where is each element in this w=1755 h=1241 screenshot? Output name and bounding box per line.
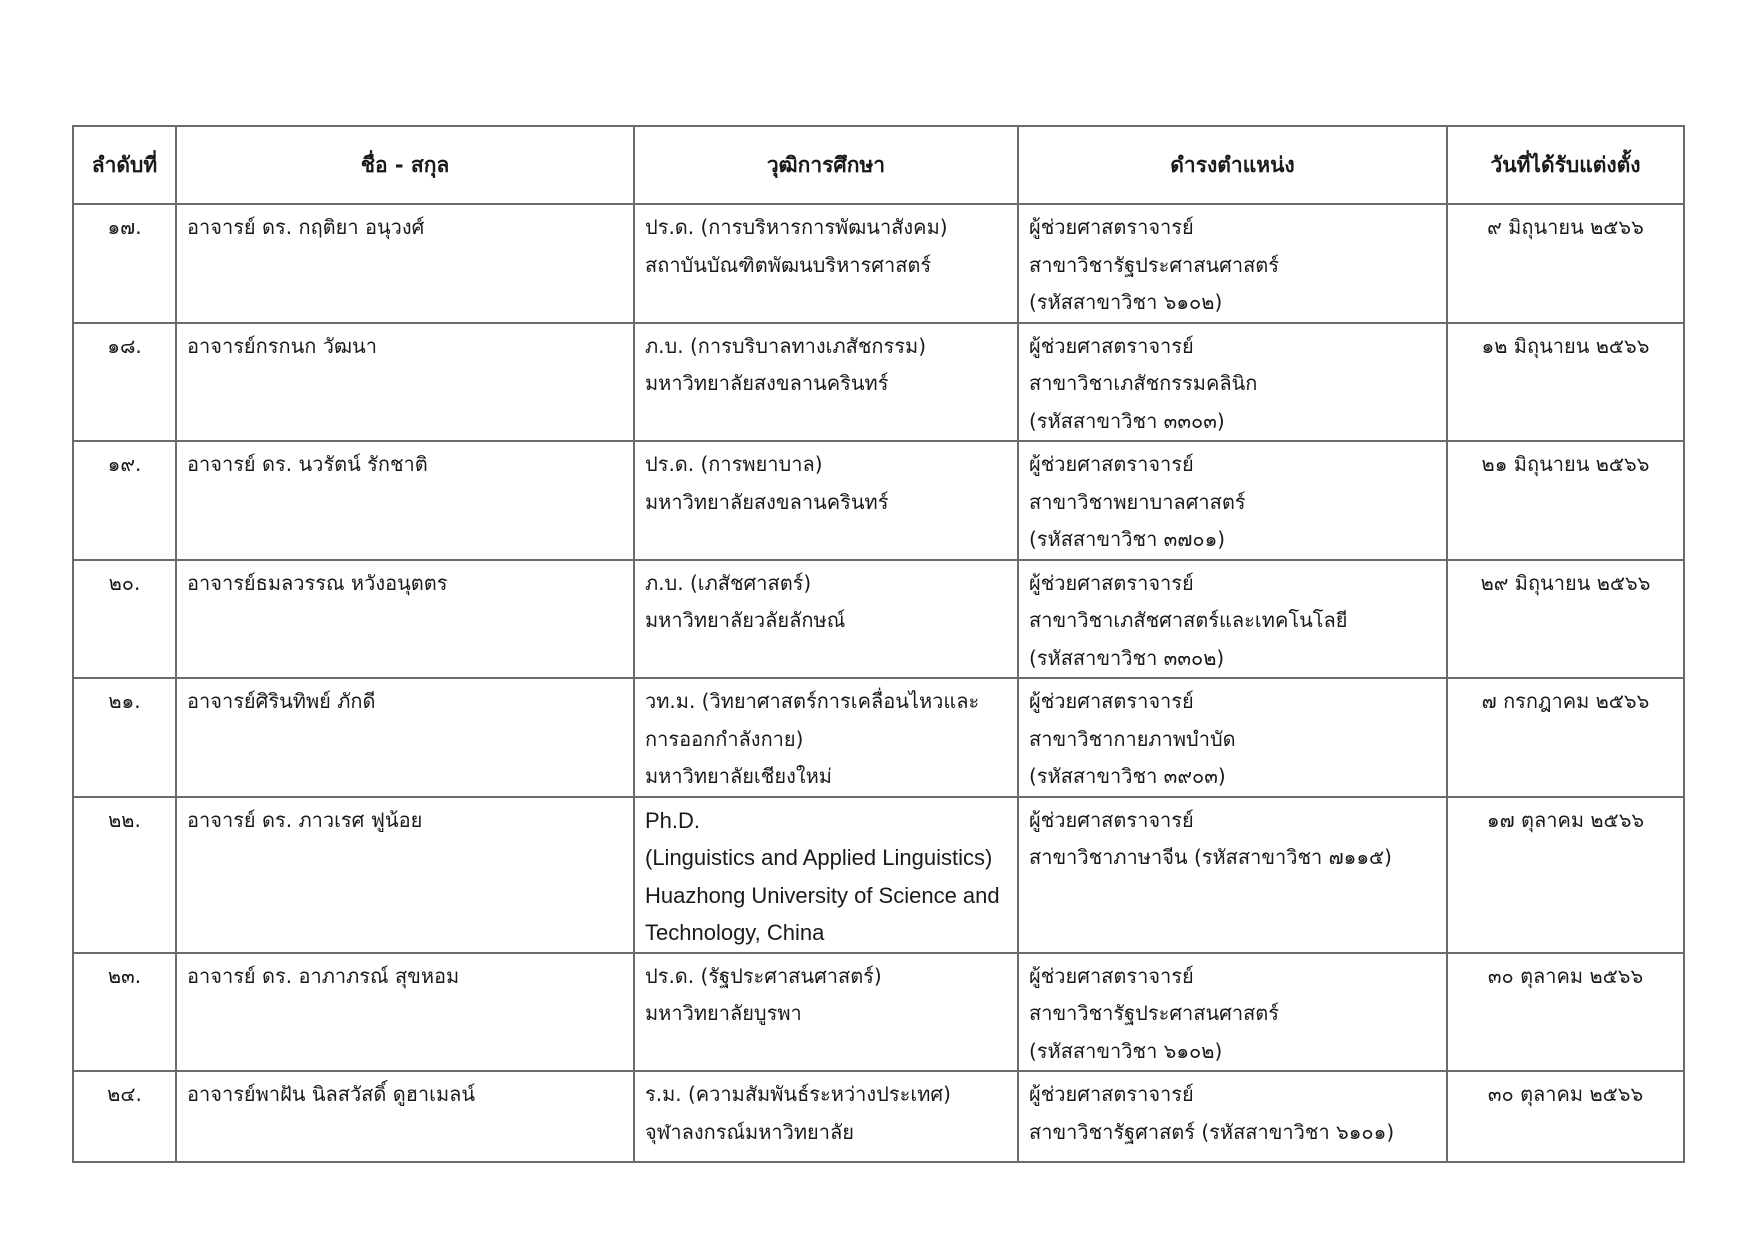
appointment-date: ๗ กรกฎาคม ๒๕๖๖	[1447, 678, 1684, 797]
position-line: (รหัสสาขาวิชา ๓๓๐๓)	[1029, 408, 1225, 433]
appointment-date: ๙ มิถุนายน ๒๕๖๖	[1447, 204, 1684, 323]
position-cell	[1018, 678, 1447, 797]
education-cell	[634, 323, 1018, 442]
person-name: อาจารย์ธมลวรรณ หวังอนุตตร	[176, 560, 634, 679]
position-line: สาขาวิชารัฐประศาสนศาสตร์	[1029, 1001, 1279, 1025]
row-number: ๒๓.	[73, 953, 176, 1072]
appointment-date: ๓๐ ตุลาคม ๒๕๖๖	[1447, 1071, 1684, 1162]
position-cell	[1018, 323, 1447, 442]
education-cell	[634, 204, 1018, 323]
position-cell	[1018, 441, 1447, 560]
position-line: สาขาวิชากายภาพบำบัด	[1029, 726, 1236, 751]
education-cell	[634, 797, 1018, 953]
appointment-date: ๓๐ ตุลาคม ๒๕๖๖	[1447, 953, 1684, 1072]
person-name: อาจารย์ ดร. นวรัตน์ รักชาติ	[176, 441, 634, 560]
table-row	[73, 323, 1684, 442]
appointment-date: ๑๗ ตุลาคม ๒๕๖๖	[1447, 797, 1684, 953]
header-position: ดำรงตำแหน่ง	[1018, 126, 1447, 204]
table-row	[73, 797, 1684, 953]
education-line: ภ.บ. (เภสัชศาสตร์)	[645, 570, 812, 595]
person-name: อาจารย์ศิรินทิพย์ ภักดี	[176, 678, 634, 797]
education-line: ปร.ด. (การพยาบาล)	[645, 452, 823, 476]
table-row	[73, 678, 1684, 797]
education-line: มหาวิทยาลัยสงขลานครินทร์	[645, 489, 889, 514]
education-line: Technology, China	[645, 920, 825, 945]
appointment-date: ๒๙ มิถุนายน ๒๕๖๖	[1447, 560, 1684, 679]
position-line: (รหัสสาขาวิชา ๓๙๐๓)	[1029, 764, 1226, 788]
position-line: ผู้ช่วยศาสตราจารย์	[1029, 452, 1194, 476]
education-line: จุฬาลงกรณ์มหาวิทยาลัย	[645, 1119, 854, 1144]
education-line: ภ.บ. (การบริบาลทางเภสัชกรรม)	[645, 333, 927, 358]
row-number: ๒๐.	[73, 560, 176, 679]
table-header-row	[73, 126, 1684, 204]
row-number: ๑๗.	[73, 204, 176, 323]
education-cell	[634, 560, 1018, 679]
education-line: สถาบันบัณฑิตพัฒนบริหารศาสตร์	[645, 252, 932, 277]
position-line: ผู้ช่วยศาสตราจารย์	[1029, 215, 1194, 239]
appointment-date: ๑๒ มิถุนายน ๒๕๖๖	[1447, 323, 1684, 442]
education-cell	[634, 678, 1018, 797]
position-line: (รหัสสาขาวิชา ๖๑๐๒)	[1029, 290, 1223, 314]
education-line: Huazhong University of Science and	[645, 882, 1000, 908]
education-line: ปร.ด. (รัฐประศาสนศาสตร์)	[645, 963, 882, 988]
table-row	[73, 953, 1684, 1072]
position-line: สาขาวิชารัฐศาสตร์ (รหัสสาขาวิชา ๖๑๐๑)	[1029, 1119, 1395, 1144]
table-row	[73, 1071, 1684, 1162]
row-number: ๒๒.	[73, 797, 176, 953]
appointment-date: ๒๑ มิถุนายน ๒๕๖๖	[1447, 441, 1684, 560]
person-name: อาจารย์ ดร. อาภาภรณ์ สุขหอม	[176, 953, 634, 1072]
education-line: มหาวิทยาลัยบูรพา	[645, 1001, 802, 1025]
education-line: มหาวิทยาลัยสงขลานครินทร์	[645, 371, 889, 395]
person-name: อาจารย์ ดร. กฤติยา อนุวงศ์	[176, 204, 634, 323]
person-name: อาจารย์ ดร. ภาวเรศ ฟูน้อย	[176, 797, 634, 953]
position-line: ผู้ช่วยศาสตราจารย์	[1029, 807, 1194, 832]
table-body	[73, 204, 1684, 1162]
person-name: อาจารย์กรกนก วัฒนา	[176, 323, 634, 442]
position-cell	[1018, 1071, 1447, 1162]
position-line: สาขาวิชาพยาบาลศาสตร์	[1029, 489, 1246, 514]
position-line: (รหัสสาขาวิชา ๖๑๐๒)	[1029, 1038, 1223, 1063]
education-line: ปร.ด. (การบริหารการพัฒนาสังคม)	[645, 215, 948, 239]
education-line: มหาวิทยาลัยวลัยลักษณ์	[645, 608, 846, 632]
row-number: ๒๑.	[73, 678, 176, 797]
position-line: ผู้ช่วยศาสตราจารย์	[1029, 963, 1194, 988]
position-cell	[1018, 204, 1447, 323]
position-line: สาขาวิชาเภสัชศาสตร์และเทคโนโลยี	[1029, 608, 1348, 632]
position-cell	[1018, 797, 1447, 953]
education-line: Ph.D.	[645, 807, 701, 833]
education-cell	[634, 441, 1018, 560]
position-line: ผู้ช่วยศาสตราจารย์	[1029, 570, 1194, 595]
header-name: ชื่อ - สกุล	[176, 126, 634, 204]
education-line: การออกกำลังกาย)	[645, 726, 804, 751]
row-number: ๒๔.	[73, 1071, 176, 1162]
education-line: วท.ม. (วิทยาศาสตร์การเคลื่อนไหวและ	[645, 689, 980, 713]
position-line: ผู้ช่วยศาสตราจารย์	[1029, 1082, 1194, 1106]
position-line: สาขาวิชาภาษาจีน (รหัสสาขาวิชา ๗๑๑๕)	[1029, 845, 1392, 869]
position-cell	[1018, 953, 1447, 1072]
education-line: มหาวิทยาลัยเชียงใหม่	[645, 764, 832, 788]
header-date: วันที่ได้รับแต่งตั้ง	[1447, 126, 1684, 204]
position-line: ผู้ช่วยศาสตราจารย์	[1029, 333, 1194, 358]
position-line: สาขาวิชาเภสัชกรรมคลินิก	[1029, 371, 1258, 395]
table-row	[73, 441, 1684, 560]
appointments-table	[72, 125, 1685, 1163]
row-number: ๑๙.	[73, 441, 176, 560]
table-row	[73, 204, 1684, 323]
position-line: (รหัสสาขาวิชา ๓๗๐๑)	[1029, 527, 1226, 551]
education-line: ร.ม. (ความสัมพันธ์ระหว่างประเทศ)	[645, 1082, 951, 1106]
position-line: สาขาวิชารัฐประศาสนศาสตร์	[1029, 252, 1279, 277]
position-line: ผู้ช่วยศาสตราจารย์	[1029, 689, 1194, 713]
person-name: อาจารย์พาฝัน นิลสวัสดิ์ ดูฮาเมลน์	[176, 1071, 634, 1162]
education-line: (Linguistics and Applied Linguistics)	[645, 845, 993, 870]
header-no: ลำดับที่	[73, 126, 176, 204]
position-line: (รหัสสาขาวิชา ๓๓๐๒)	[1029, 645, 1225, 670]
position-cell	[1018, 560, 1447, 679]
row-number: ๑๘.	[73, 323, 176, 442]
header-education: วุฒิการศึกษา	[634, 126, 1018, 204]
table-row	[73, 560, 1684, 679]
education-cell	[634, 1071, 1018, 1162]
education-cell	[634, 953, 1018, 1072]
